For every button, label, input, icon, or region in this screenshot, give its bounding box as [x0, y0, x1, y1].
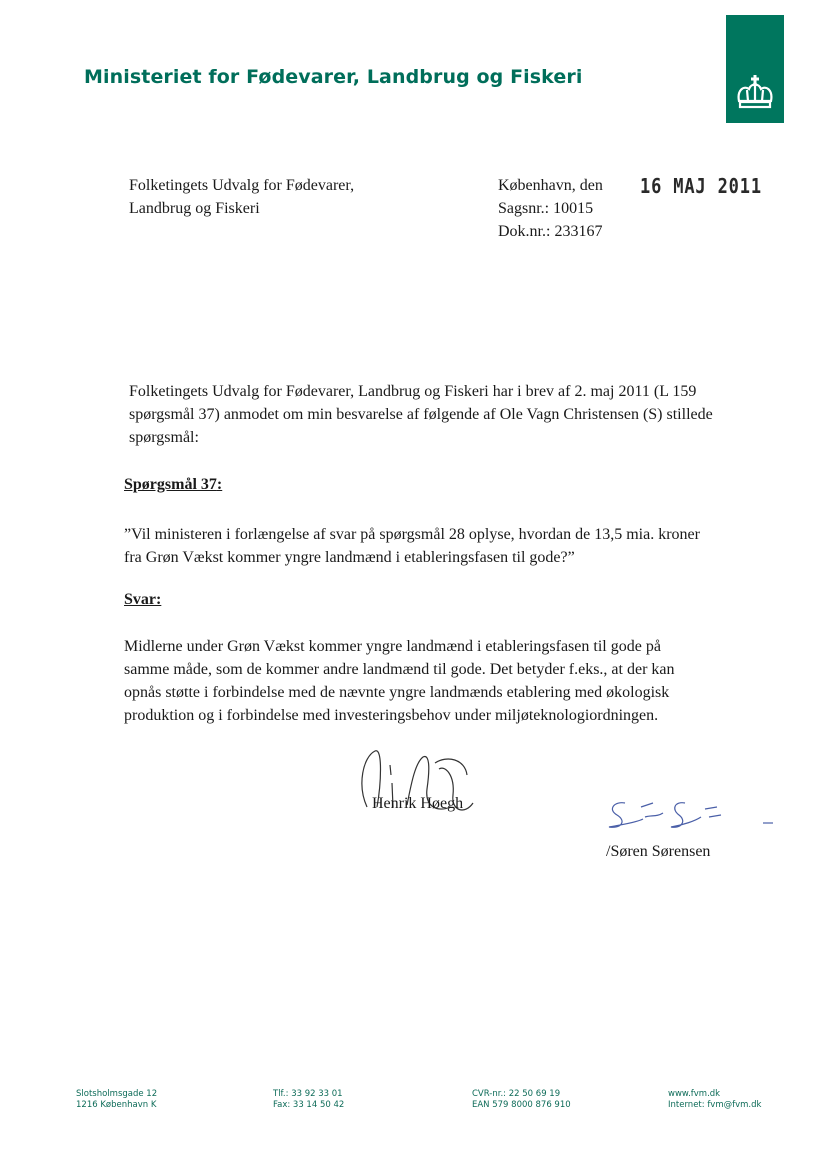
question-heading-colon: :	[216, 476, 223, 493]
official-name: /Søren Sørensen	[606, 843, 711, 860]
answer-text: Midlerne under Grøn Vækst kommer yngre landmænd i etableringsfasen til gode på samme måde, som de kommer andre landmænd til gode. Det betyder f.eks., at der kan opnås støtte i forbindelse med de nævnte yngre landmænds etablering med økologisk produktion og i forbindelse med investeringsbehov under miljøteknologiordningen.	[124, 638, 675, 724]
crown-icon	[733, 75, 777, 111]
date-stamp: 16 MAJ 2011	[640, 174, 762, 198]
question-heading-text: Spørgsmål 37	[124, 476, 217, 493]
document-number: Dok.nr.: 233167	[498, 223, 603, 240]
intro-paragraph: Folketingets Udvalg for Fødevarer, Landbrug og Fiskeri har i brev af 2. maj 2011 (L 159 spørgsmål 37) anmodet om min besvarelse af følgende af Ole Vagn Christensen (S) stillede spørgsmål:	[129, 383, 713, 446]
ministry-title: Ministeriet for Fødevarer, Landbrug og Fiskeri	[84, 66, 583, 88]
footer-email: Internet: fvm@fvm.dk	[668, 1100, 762, 1110]
recipient-line-1: Folketingets Udvalg for Fødevarer,	[129, 177, 355, 194]
ministry-logo	[726, 15, 784, 123]
question-heading	[124, 476, 222, 494]
official-signature-scribble	[605, 795, 780, 835]
footer-web	[668, 1089, 761, 1111]
footer-ean: EAN 579 8000 876 910	[472, 1100, 571, 1110]
letter-meta	[498, 174, 603, 243]
question-text: ”Vil ministeren i forlængelse af svar på spørgsmål 28 oplyse, hvordan de 13,5 mia. kroner fra Grøn Vækst kommer yngre landmænd i etableringsfasen til gode?”	[124, 526, 700, 566]
recipient-address	[129, 174, 354, 220]
place-date-label: København, den	[498, 177, 603, 194]
footer-registration	[472, 1089, 571, 1111]
footer-address-line-1: Slotsholmsgade 12	[76, 1089, 158, 1099]
footer-phone-number: Tlf.: 33 92 33 01	[273, 1089, 343, 1099]
minister-name: Henrik Høegh	[372, 795, 464, 812]
footer-address-line-2: 1216 København K	[76, 1100, 157, 1110]
footer-website: www.fvm.dk	[668, 1089, 721, 1099]
footer-fax-number: Fax: 33 14 50 42	[273, 1100, 345, 1110]
recipient-line-2: Landbrug og Fiskeri	[129, 200, 260, 217]
footer-address	[76, 1089, 157, 1111]
case-number: Sagsnr.: 10015	[498, 200, 594, 217]
footer-cvr: CVR-nr.: 22 50 69 19	[472, 1089, 561, 1099]
footer-phone	[273, 1089, 344, 1111]
answer-heading: Svar:	[124, 591, 162, 608]
